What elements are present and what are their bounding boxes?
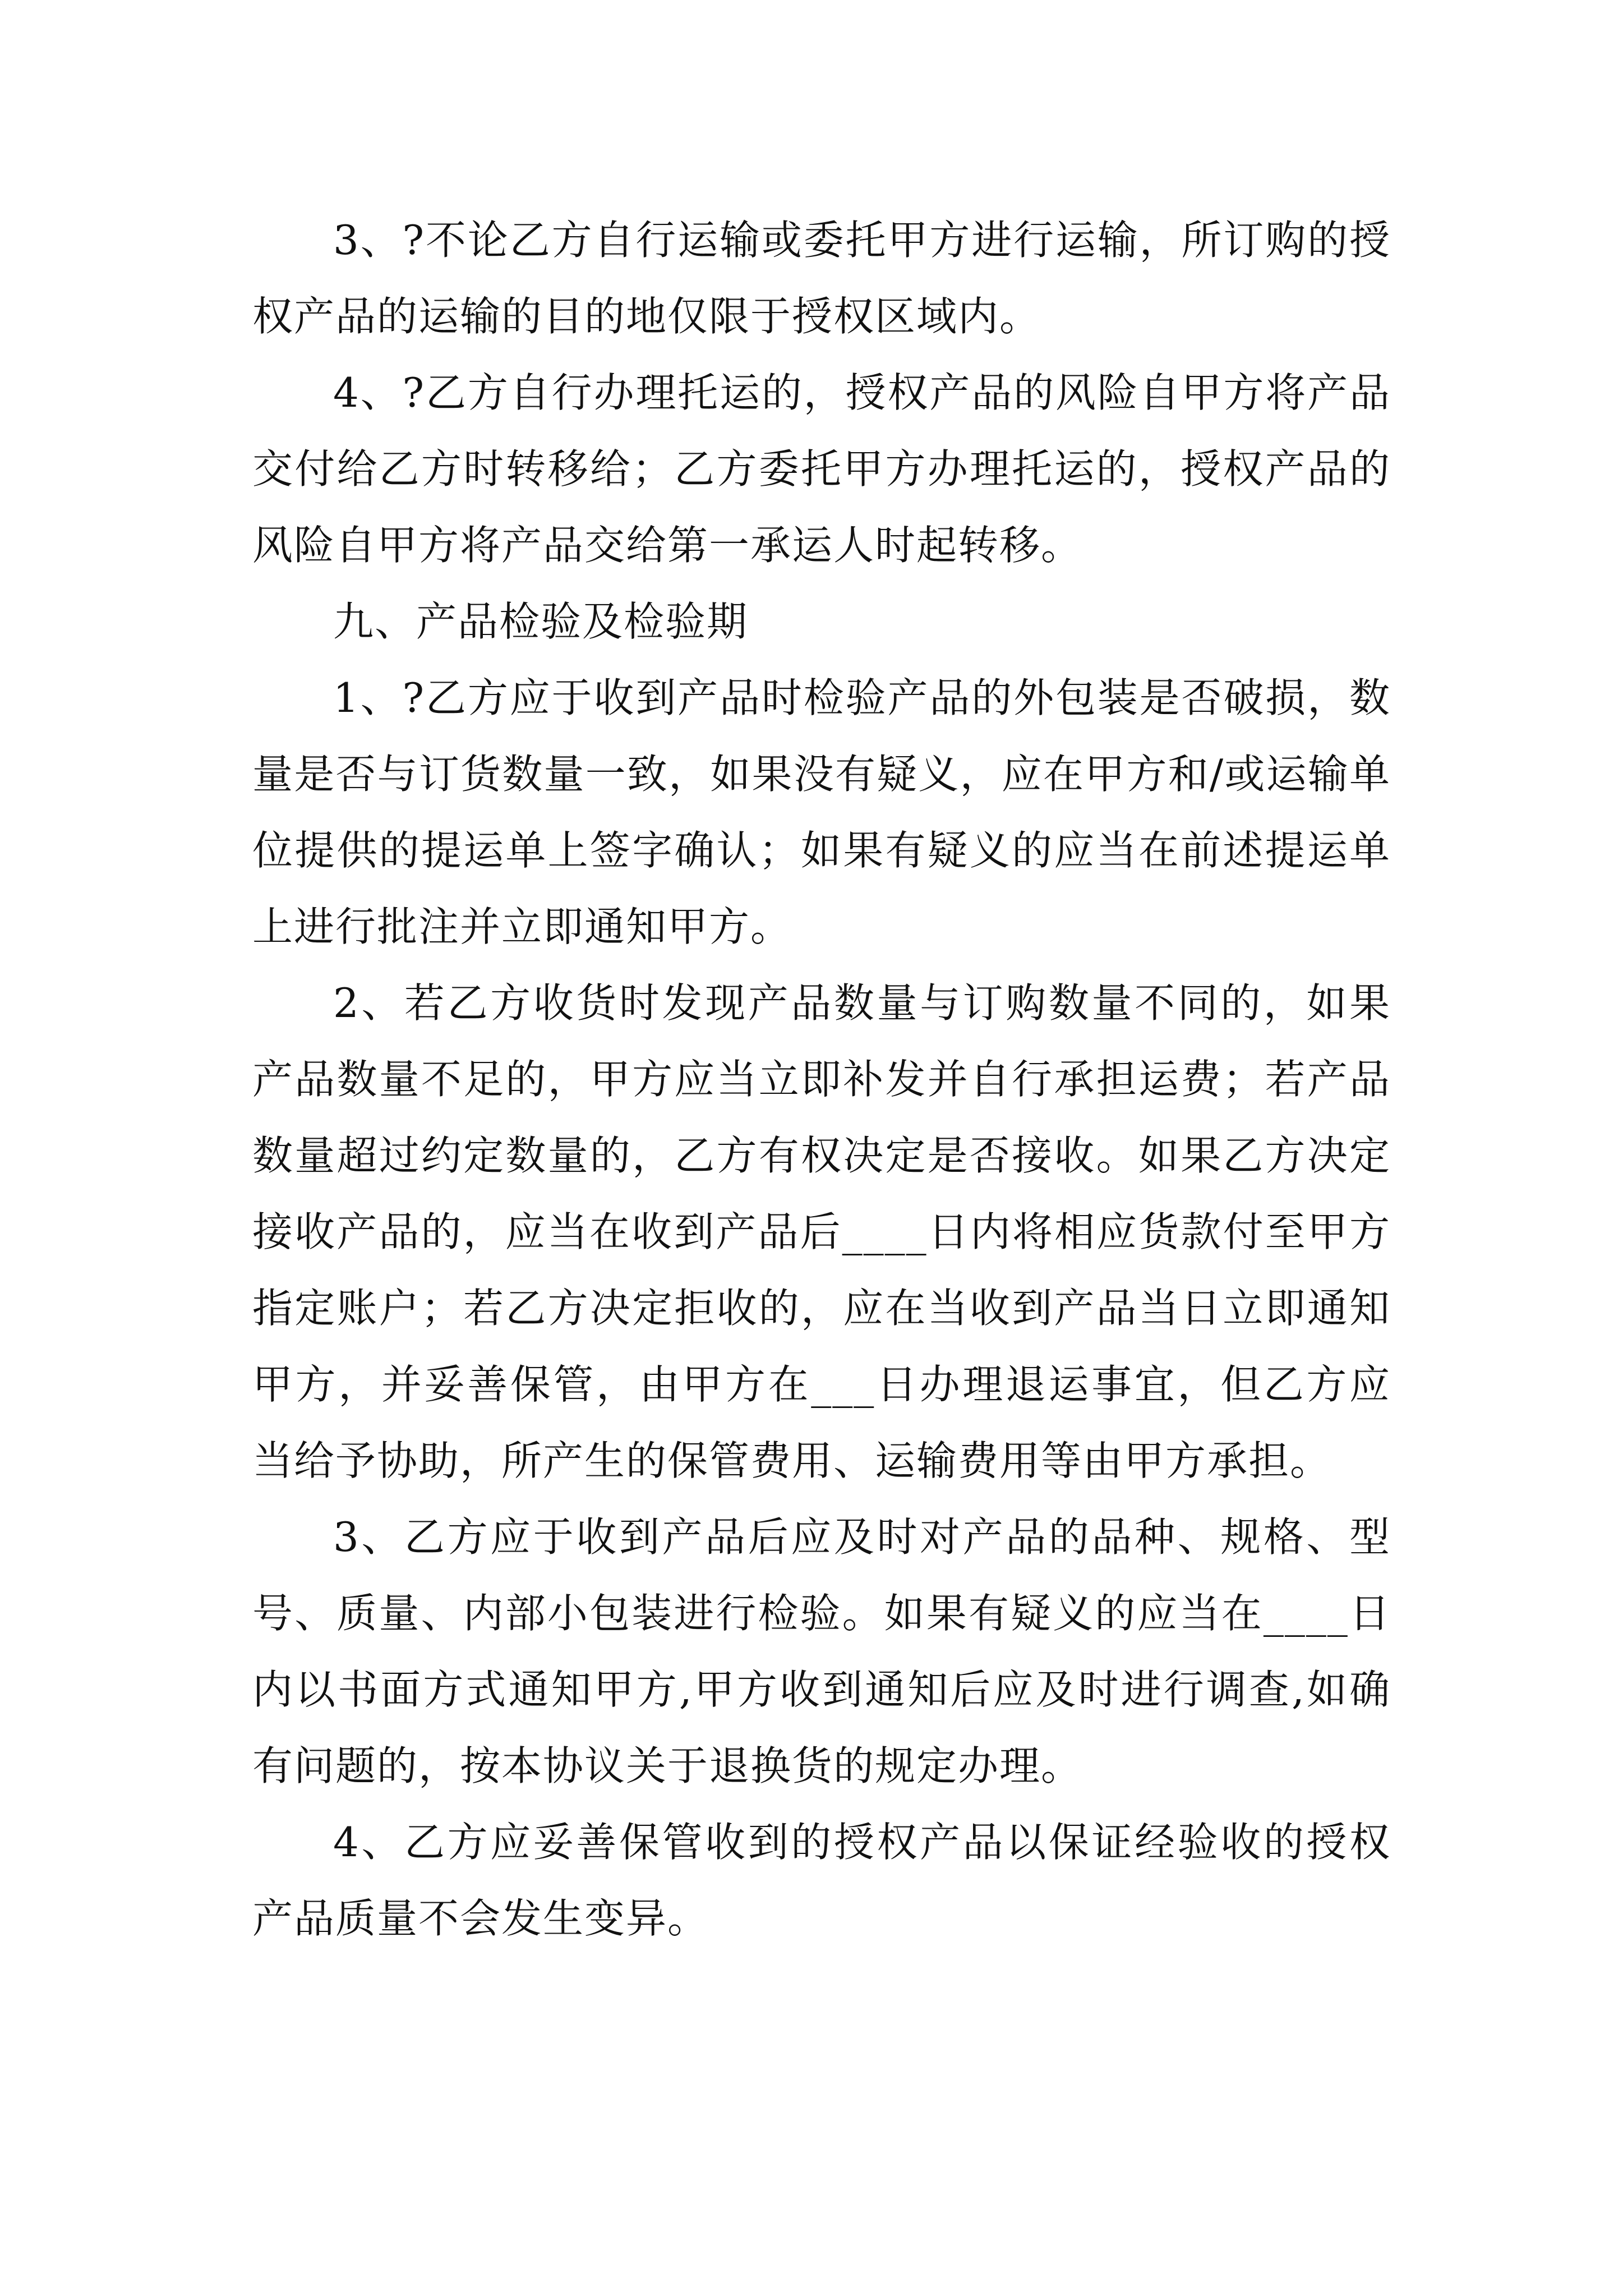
clause-9-3-paragraph: 3、乙方应于收到产品后应及时对产品的品种、规格、型号、质量、内部小包装进行检验。如果有疑义的应当在____日内以书面方式通知甲方,甲方收到通知后应及时进行调查,如确有问题的，按本协议关于退换货的规定办理。	[252, 1513, 1391, 1789]
document-body	[252, 202, 1391, 1957]
clause-9-2-paragraph: 2、若乙方收货时发现产品数量与订购数量不同的，如果产品数量不足的，甲方应当立即补发并自行承担运费；若产品数量超过约定数量的，乙方有权决定是否接收。如果乙方决定接收产品的，应当在收到产品后____日内将相应货款付至甲方指定账户；若乙方决定拒收的，应在当收到产品当日立即通知甲方，并妥善保管，由甲方在___日办理退运事宜，但乙方应当给予协助，所产生的保管费用、运输费用等由甲方承担。	[252, 979, 1391, 1484]
section-9-heading: 九、产品检验及检验期	[333, 598, 749, 645]
clause-8-4-paragraph: 4、?乙方自行办理托运的，授权产品的风险自甲方将产品交付给乙方时转移给；乙方委托甲方办理托运的，授权产品的风险自甲方将产品交给第一承运人时起转移。	[252, 369, 1391, 569]
clause-9-1-paragraph: 1、?乙方应于收到产品时检验产品的外包装是否破损，数量是否与订货数量一致，如果没有疑义，应在甲方和/或运输单位提供的提运单上签字确认；如果有疑义的应当在前述提运单上进行批注并立即通知甲方。	[252, 674, 1391, 950]
clause-9-4-paragraph: 4、乙方应妥善保管收到的授权产品以保证经验收的授权产品质量不会发生变异。	[252, 1819, 1391, 1942]
clause-8-3-paragraph: 3、?不论乙方自行运输或委托甲方进行运输，所订购的授权产品的运输的目的地仅限于授权区域内。	[252, 217, 1391, 340]
